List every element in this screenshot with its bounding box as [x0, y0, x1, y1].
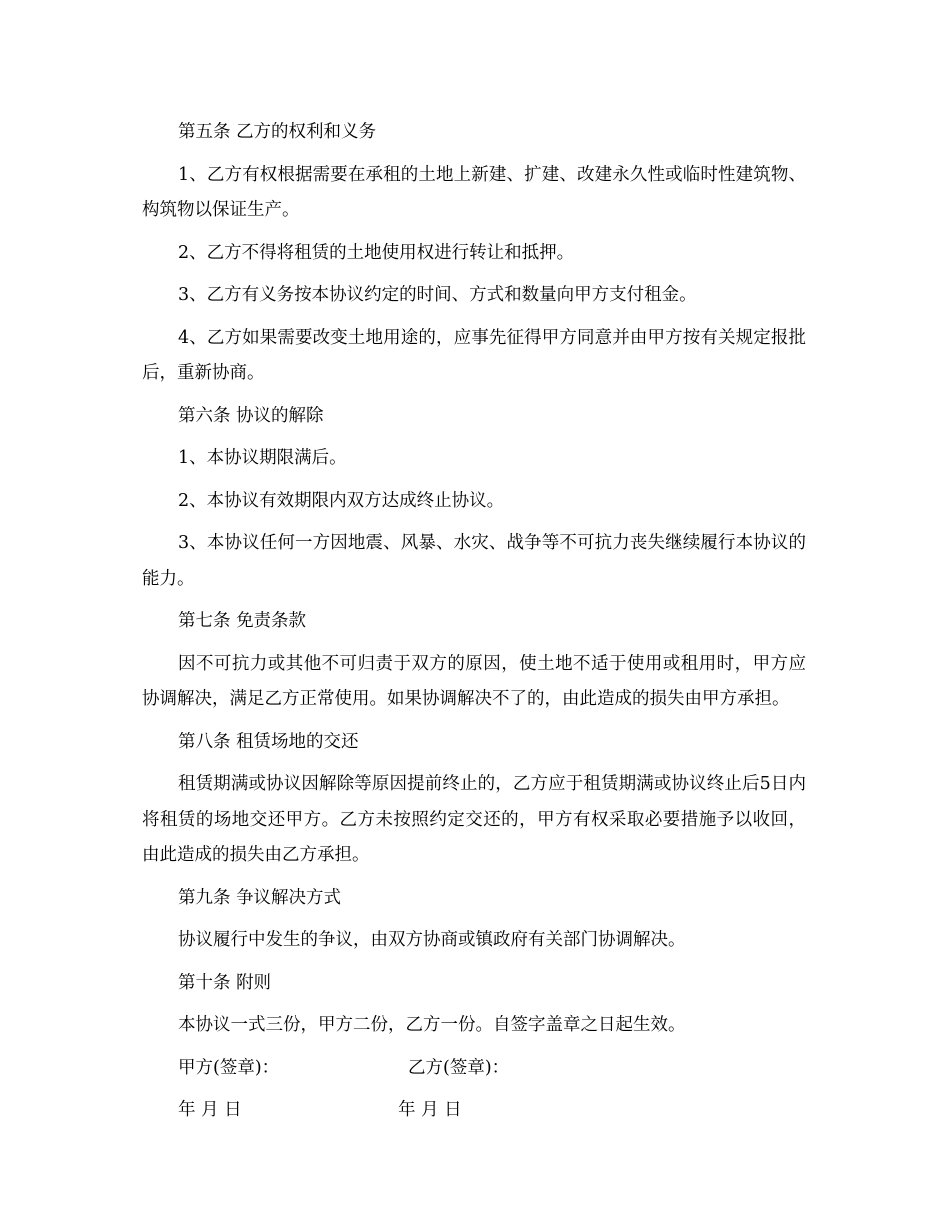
article-5-clause-3: 3、乙方有义务按本协议约定的时间、方式和数量向甲方支付租金。: [178, 285, 697, 305]
article-9-heading: 第九条 争议解决方式: [178, 887, 342, 908]
article-10-heading: 第十条 附则: [178, 972, 272, 993]
article-5-clause-1: 1、乙方有权根据需要在承租的土地上新建、扩建、改建永久性或临时性建筑物、构筑物以保证生产。: [142, 164, 806, 220]
article-7-body: 因不可抗力或其他不可归责于双方的原因，使土地不适于使用或租用时，甲方应协调解决，满足乙方正常使用。如果协调解决不了的，由此造成的损失由甲方承担。: [142, 653, 806, 709]
party-a-signature-label: 甲方(签章)：: [178, 1057, 280, 1078]
article-7-heading: 第七条 免责条款: [178, 611, 307, 631]
party-a-date: 年 月 日: [178, 1100, 242, 1120]
party-b-date: 年 月 日: [398, 1100, 462, 1120]
article-5-heading: 第五条 乙方的权利和义务: [178, 122, 377, 142]
signature-row: [142, 1051, 806, 1087]
article-6-clause-3: 3、本协议任何一方因地震、风暴、水灾、战争等不可抗力丧失继续履行本协议的能力。: [142, 533, 806, 589]
article-9-body: 协议履行中发生的争议，由双方协商或镇政府有关部门协调解决。: [178, 930, 686, 950]
article-5-clause-2: 2、乙方不得将租赁的土地使用权进行转让和抵押。: [178, 242, 575, 263]
article-8-body: 租赁期满或协议因解除等原因提前终止的，乙方应于租赁期满或协议终止后5日内将租赁的场地交还甲方。乙方未按照约定交还的，甲方有权采取必要措施予以收回，由此造成的损失由乙方承担。: [142, 774, 806, 865]
article-10-body: 本协议一式三份，甲方二份，乙方一份。自签字盖章之日起生效。: [178, 1015, 686, 1035]
article-6-clause-2: 2、本协议有效期限内双方达成终止协议。: [178, 490, 505, 511]
party-b-signature-label: 乙方(签章)：: [408, 1057, 510, 1078]
document-body: [142, 115, 806, 1136]
article-8-heading: 第八条 租赁场地的交还: [178, 731, 359, 752]
date-row: [142, 1093, 806, 1129]
article-5-clause-4: 4、乙方如果需要改变土地用途的，应事先征得甲方同意并由甲方按有关规定报批后，重新协商。: [142, 327, 806, 383]
article-6-clause-1: 1、本协议期限满后。: [178, 448, 347, 468]
article-6-heading: 第六条 协议的解除: [178, 405, 324, 426]
